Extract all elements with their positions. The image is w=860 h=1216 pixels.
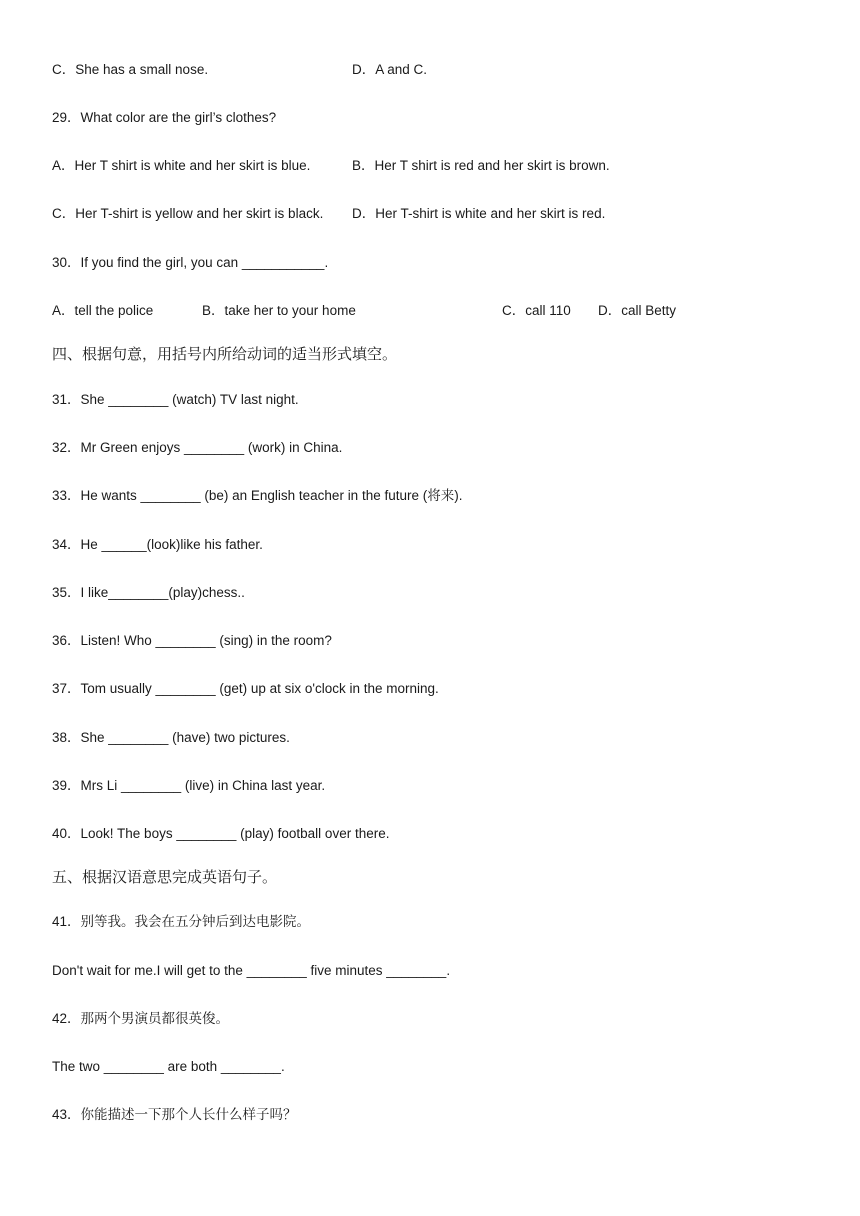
q33: 33．He wants ________ (be) an English teacher in the future (将来). (52, 488, 463, 503)
q35: 35．I like________(play)chess.. (52, 585, 245, 600)
q32: 32．Mr Green enjoys ________ (work) in China. (52, 440, 343, 455)
q30-option-d: D．call Betty (598, 303, 677, 318)
q29-option-c: C．Her T-shirt is yellow and her skirt is black. (52, 206, 324, 221)
q37: 37．Tom usually ________ (get) up at six o'clock in the morning. (52, 681, 439, 696)
q29-option-d: D．Her T-shirt is white and her skirt is red. (352, 206, 606, 221)
section4-heading: 四、根据句意，用括号内所给动词的适当形式填空。 (52, 345, 398, 363)
q28-option-d: D．A and C. (352, 62, 428, 77)
q31: 31．She ________ (watch) TV last night. (52, 392, 299, 407)
q30-stem: 30．If you find the girl, you can ___________. (52, 255, 329, 270)
q38: 38．She ________ (have) two pictures. (52, 730, 290, 745)
q30-option-b: B．take her to your home (202, 303, 356, 318)
q40: 40．Look! The boys ________ (play) football over there. (52, 826, 390, 841)
q42-chinese: 42．那两个男演员都很英俊。 (52, 1011, 230, 1026)
q36: 36．Listen! Who ________ (sing) in the room? (52, 633, 332, 648)
q39: 39．Mrs Li ________ (live) in China last year. (52, 778, 326, 793)
q34: 34．He ______(look)like his father. (52, 537, 263, 552)
q30-option-c: C．call 110 (502, 303, 571, 318)
q41-english: Don't wait for me.I will get to the ________ five minutes ________. (52, 963, 451, 978)
q42-english: The two ________ are both ________. (52, 1059, 285, 1074)
q30-option-a: A．tell the police (52, 303, 154, 318)
q43-chinese: 43．你能描述一下那个人长什么样子吗？ (52, 1107, 297, 1122)
q41-chinese: 41．别等我。我会在五分钟后到达电影院。 (52, 914, 311, 929)
section5-heading: 五、根据汉语意思完成英语句子。 (52, 868, 278, 886)
q29-option-b: B．Her T shirt is red and her skirt is brown. (352, 158, 610, 173)
q28-option-c: C．She has a small nose. (52, 62, 209, 77)
q29-stem: 29．What color are the girl’s clothes? (52, 110, 277, 125)
q29-option-a: A．Her T shirt is white and her skirt is blue. (52, 158, 311, 173)
